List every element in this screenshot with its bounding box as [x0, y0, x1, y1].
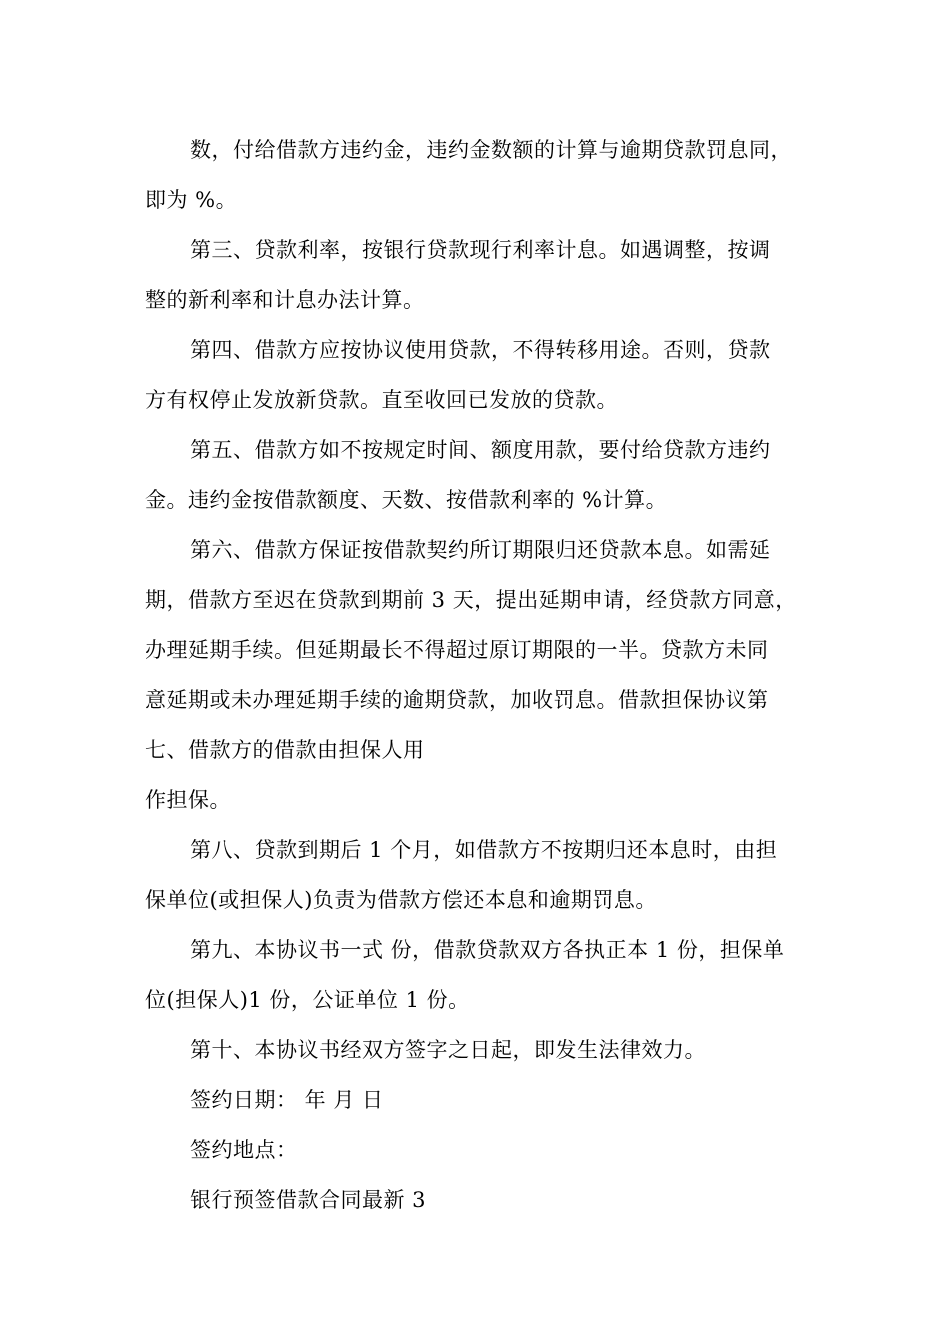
text-line: 期，借款方至迟在贷款到期前 3 天，提出延期申请，经贷款方同意， — [145, 588, 797, 612]
text-line: 第六、借款方保证按借款契约所订期限归还贷款本息。如需延 — [190, 538, 771, 562]
text-line: 第十、本协议书经双方签字之日起，即发生法律效力。 — [190, 1038, 706, 1062]
text-line: 办理延期手续。但延期最长不得超过原订期限的一半。贷款方未同 — [145, 638, 769, 662]
text-line: 第三、贷款利率，按银行贷款现行利率计息。如遇调整，按调 — [190, 238, 771, 262]
text-line: 即为 %。 — [145, 188, 238, 212]
signing-date: 签约日期： 年 月 日 — [190, 1088, 384, 1112]
text-line: 七、借款方的借款由担保人用 — [145, 738, 425, 762]
text-line: 作担保。 — [145, 788, 231, 812]
text-line: 第五、借款方如不按规定时间、额度用款，要付给贷款方违约 — [190, 438, 771, 462]
document-heading: 银行预签借款合同最新 3 — [190, 1188, 427, 1212]
text-line: 数，付给借款方违约金，违约金数额的计算与逾期贷款罚息同， — [190, 138, 792, 162]
text-line: 方有权停止发放新贷款。直至收回已发放的贷款。 — [145, 388, 618, 412]
text-line: 金。违约金按借款额度、天数、按借款利率的 %计算。 — [145, 488, 668, 512]
text-line: 第九、本协议书一式 份，借款贷款双方各执正本 1 份，担保单 — [190, 938, 785, 962]
text-line: 第四、借款方应按协议使用贷款，不得转移用途。否则，贷款 — [190, 338, 771, 362]
text-line: 保单位(或担保人)负责为借款方偿还本息和逾期罚息。 — [145, 888, 657, 912]
text-line: 整的新利率和计息办法计算。 — [145, 288, 425, 312]
signing-place: 签约地点： — [190, 1138, 298, 1162]
text-line: 位(担保人)1 份，公证单位 1 份。 — [145, 988, 470, 1012]
text-line: 意延期或未办理延期手续的逾期贷款，加收罚息。借款担保协议第 — [145, 688, 769, 712]
text-line: 第八、贷款到期后 1 个月，如借款方不按期归还本息时，由担 — [190, 838, 778, 862]
